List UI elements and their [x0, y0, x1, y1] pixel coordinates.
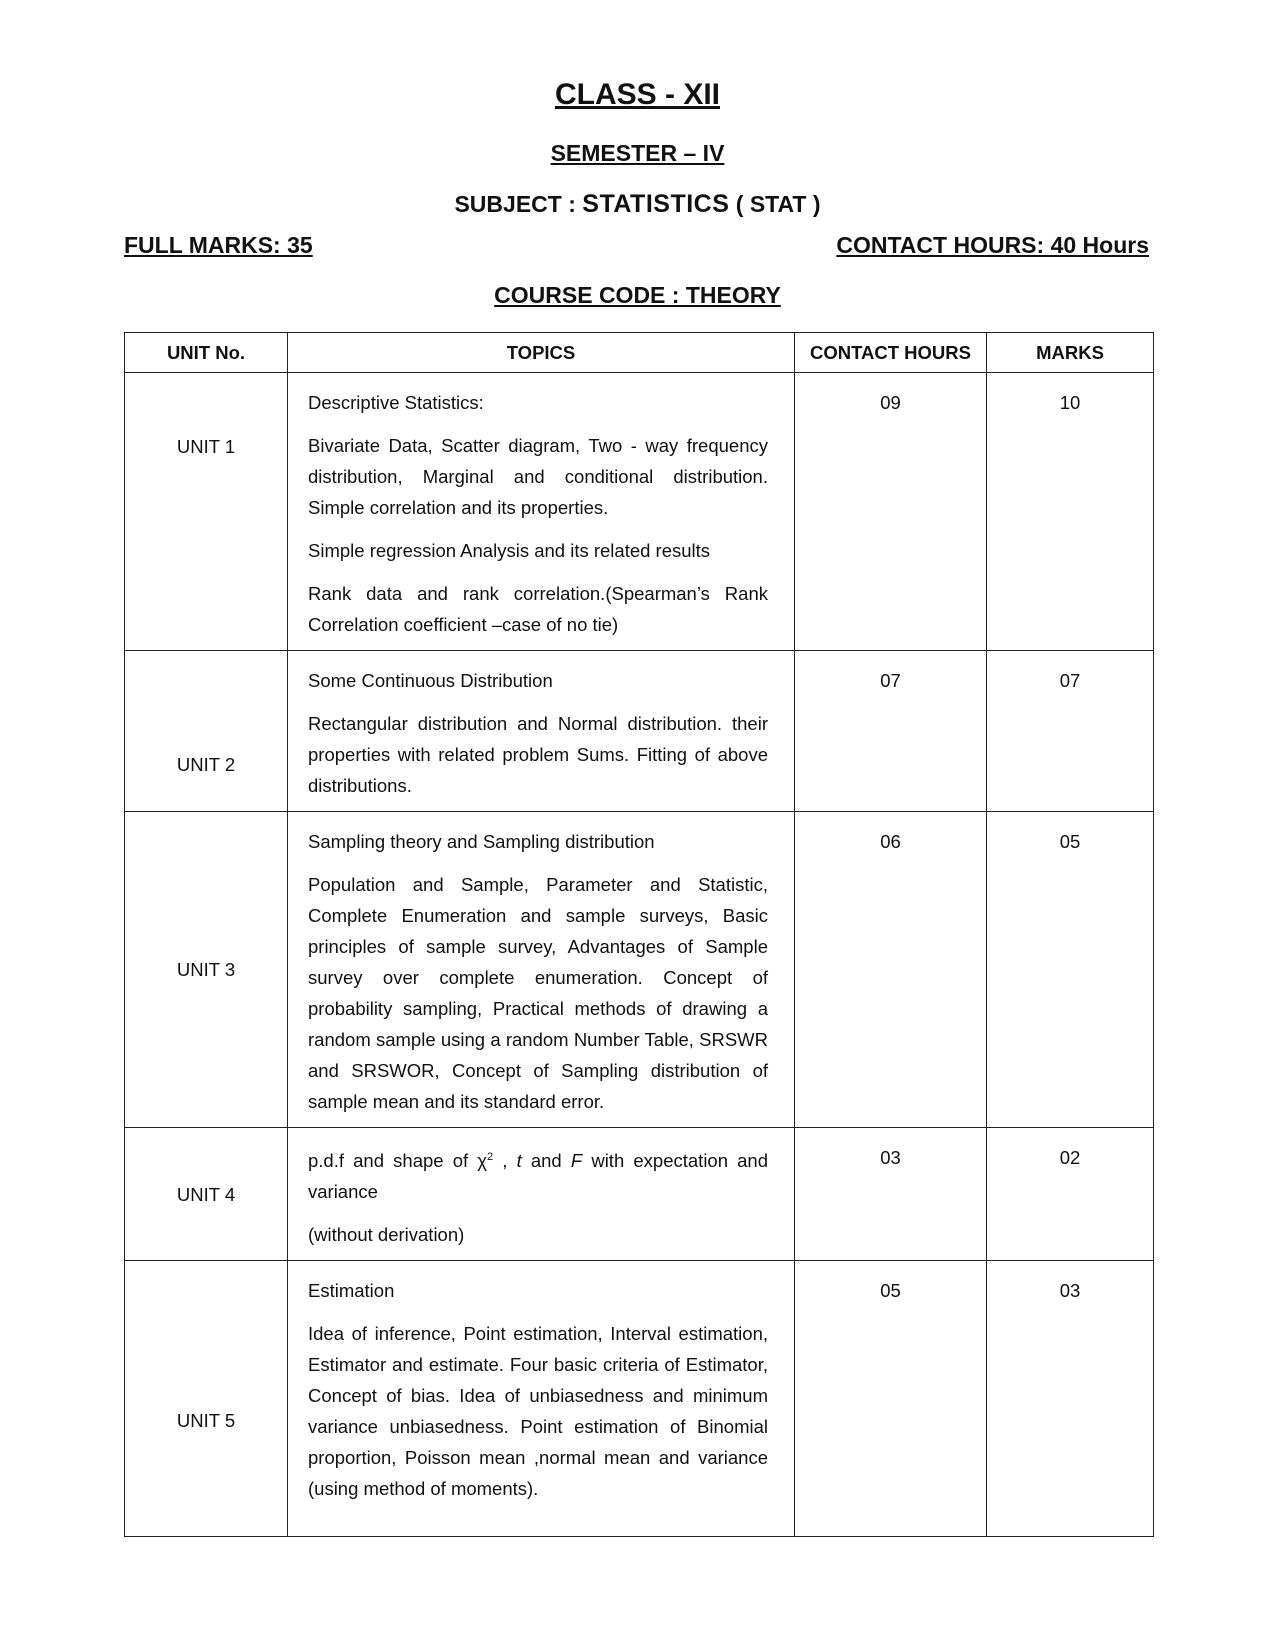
topics-cell	[288, 373, 795, 651]
marks-cell: 03	[987, 1261, 1154, 1537]
syllabus-table	[124, 332, 1154, 1537]
unit-cell	[125, 1128, 288, 1261]
contact-hours-cell: 07	[795, 651, 987, 812]
unit-label: UNIT 3	[176, 959, 236, 980]
topics-cell	[288, 1261, 795, 1537]
topic-heading: Some Continuous Distribution	[308, 670, 553, 691]
table-row	[125, 373, 1154, 651]
subject-line	[0, 190, 1275, 219]
topic-paragraph: Population and Sample, Parameter and Statistic, Complete Enumeration and sample surveys, Basic principles of sample survey, Advantages of Sample survey over complete enumeration. Concept of probability sampling, Practical methods of drawing a random sample using a random Number Table, SRSWR and SRSWOR, Concept of Sampling distribution of sample mean and its standard error.	[308, 874, 768, 1112]
topic-heading: Estimation	[308, 1280, 395, 1302]
unit-label: UNIT 1	[176, 436, 236, 457]
unit-label: UNIT 2	[176, 754, 236, 775]
topic-heading: Descriptive Statistics:	[308, 392, 484, 413]
topic-paragraph: Bivariate Data, Scatter diagram, Two - way frequency distribution, Marginal and conditional distribution. Simple correlation and its properties.	[308, 435, 768, 518]
contact-hours-cell: 05	[795, 1261, 987, 1537]
topic-paragraph: Rectangular distribution and Normal distribution. their properties with related problem Sums. Fitting of above distributions.	[308, 713, 768, 796]
subject-label: SUBJECT :	[454, 191, 583, 217]
marks-cell: 07	[987, 651, 1154, 812]
topic-paragraph: (without derivation)	[308, 1224, 465, 1246]
table-row	[125, 1261, 1154, 1537]
full-marks: FULL MARKS: 35	[124, 232, 313, 258]
topic-paragraph: Simple regression Analysis and its related results	[308, 540, 711, 561]
unit-cell	[125, 373, 288, 651]
unit-label: UNIT 5	[176, 1410, 236, 1432]
header-topics: TOPICS	[288, 333, 795, 373]
table-row	[125, 812, 1154, 1128]
header-unit: UNIT No.	[125, 333, 288, 373]
topic-heading: p.d.f and shape of $\chi^2$ , t and F with expectation and variance	[308, 1150, 769, 1203]
unit-cell	[125, 651, 288, 812]
table-row	[125, 1128, 1154, 1261]
subject-code: ( STAT )	[729, 191, 821, 217]
contact-hours-cell: 03	[795, 1128, 987, 1261]
semester-title: SEMESTER – IV	[550, 140, 725, 166]
topics-cell	[288, 1128, 795, 1261]
marks-cell: 10	[987, 373, 1154, 651]
topics-cell	[288, 812, 795, 1128]
unit-cell	[125, 812, 288, 1128]
unit-label: UNIT 4	[176, 1183, 236, 1205]
table-row	[125, 651, 1154, 812]
contact-hours-cell: 09	[795, 373, 987, 651]
topics-cell	[288, 651, 795, 812]
contact-hours: CONTACT HOURS: 40 Hours	[836, 232, 1149, 258]
topic-heading: Sampling theory and Sampling distribution	[308, 831, 655, 852]
topic-paragraph: Rank data and rank correlation.(Spearman’s Rank Correlation coefficient –case of no tie)	[308, 583, 768, 635]
topic-paragraph: Idea of inference, Point estimation, Interval estimation, Estimator and estimate. Four basic criteria of Estimator, Concept of bias. Idea of unbiasedness and minimum variance unbiasedness. Point estimation of Binomial proportion, Poisson mean ,normal mean and variance (using method of moments).	[308, 1323, 768, 1500]
table-header-row	[125, 333, 1154, 373]
contact-hours-cell: 06	[795, 812, 987, 1128]
subject-name: STATISTICS	[582, 190, 730, 218]
unit-cell	[125, 1261, 288, 1537]
marks-cell: 05	[987, 812, 1154, 1128]
class-title: CLASS - XII	[554, 78, 720, 111]
header-contact-hours: CONTACT HOURS	[795, 333, 987, 373]
course-code: COURSE CODE : THEORY	[494, 282, 781, 308]
header-marks: MARKS	[987, 333, 1154, 373]
marks-cell: 02	[987, 1128, 1154, 1261]
